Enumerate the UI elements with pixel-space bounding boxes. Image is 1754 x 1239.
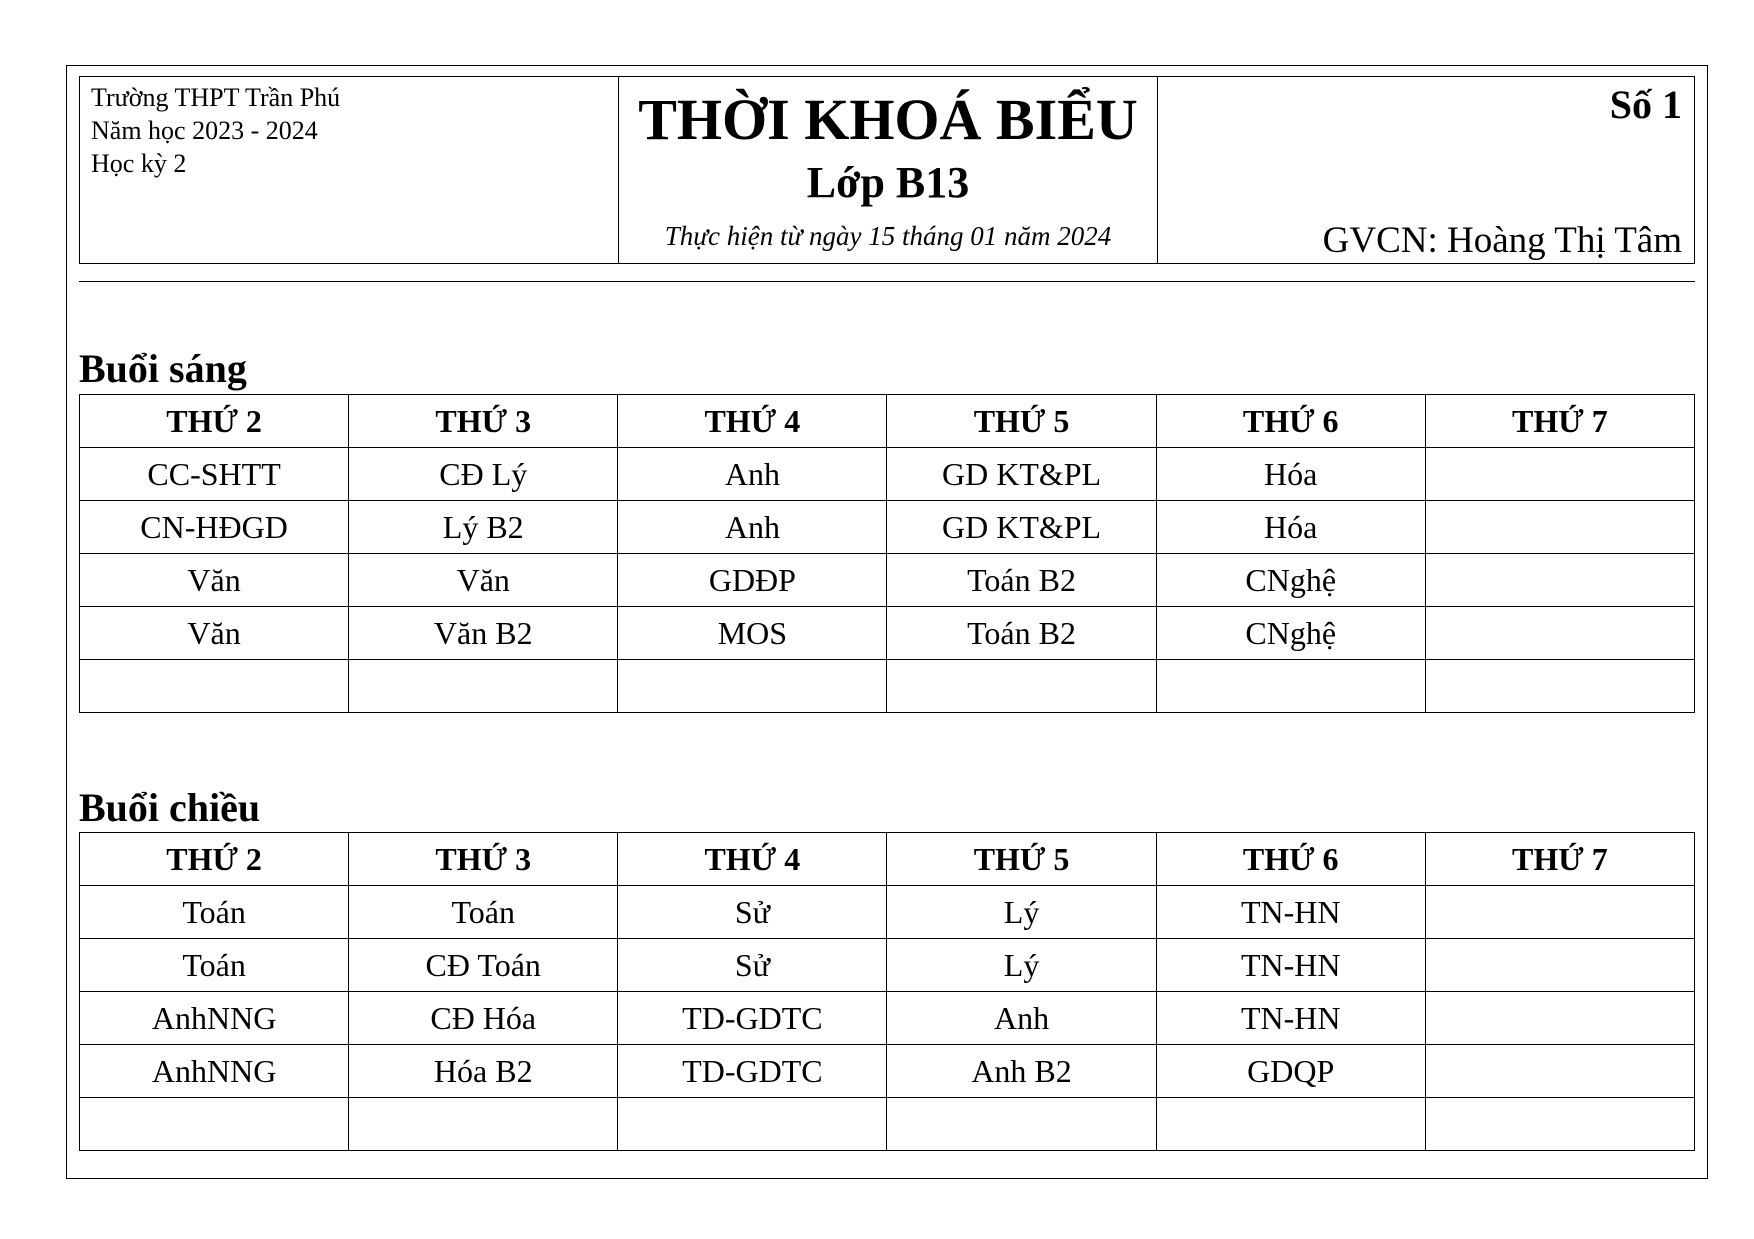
- afternoon-session-title: Buổi chiều: [79, 785, 261, 830]
- subject-cell: [618, 660, 887, 713]
- table-row: [80, 886, 1695, 939]
- subject-cell: [1425, 448, 1694, 501]
- table-row: [80, 660, 1695, 713]
- subject-cell: Sử: [618, 939, 887, 992]
- subject-cell: CNghệ: [1156, 554, 1425, 607]
- number-block: [1158, 77, 1694, 263]
- subject-cell: [1425, 886, 1694, 939]
- subject-cell: Lý B2: [349, 501, 618, 554]
- subject-cell: Toán B2: [887, 554, 1156, 607]
- day-header: THỨ 6: [1156, 395, 1425, 448]
- school-year: Năm học 2023 - 2024: [91, 116, 318, 145]
- subject-cell: [1425, 939, 1694, 992]
- subject-cell: TD-GDTC: [618, 1045, 887, 1098]
- table-row: [80, 1098, 1695, 1151]
- subject-cell: CN-HĐGD: [80, 501, 349, 554]
- subject-cell: TN-HN: [1156, 992, 1425, 1045]
- subject-cell: [618, 1098, 887, 1151]
- subject-cell: [349, 660, 618, 713]
- subject-cell: [1425, 554, 1694, 607]
- subject-cell: [1425, 660, 1694, 713]
- day-header: THỨ 2: [80, 833, 349, 886]
- subject-cell: Lý: [887, 886, 1156, 939]
- day-header: THỨ 4: [618, 833, 887, 886]
- subject-cell: AnhNNG: [80, 1045, 349, 1098]
- subject-cell: Văn: [349, 554, 618, 607]
- subject-cell: [1425, 1098, 1694, 1151]
- school-info: [80, 77, 619, 263]
- table-row: [80, 554, 1695, 607]
- effective-date: Thực hiện từ ngày 15 tháng 01 năm 2024: [664, 221, 1112, 251]
- subject-cell: Toán: [349, 886, 618, 939]
- subject-cell: Anh B2: [887, 1045, 1156, 1098]
- subject-cell: CĐ Lý: [349, 448, 618, 501]
- day-header: THỨ 7: [1425, 833, 1694, 886]
- subject-cell: [1425, 1045, 1694, 1098]
- subject-cell: AnhNNG: [80, 992, 349, 1045]
- document-title: THỜI KHOÁ BIỂU: [638, 87, 1138, 152]
- title-block: [619, 77, 1158, 263]
- day-header: THỨ 3: [349, 395, 618, 448]
- morning-schedule-table: [79, 394, 1695, 713]
- subject-cell: Văn: [80, 607, 349, 660]
- subject-cell: GDQP: [1156, 1045, 1425, 1098]
- subject-cell: Hóa: [1156, 448, 1425, 501]
- subject-cell: GDĐP: [618, 554, 887, 607]
- subject-cell: CC-SHTT: [80, 448, 349, 501]
- day-header: THỨ 3: [349, 833, 618, 886]
- subject-cell: [80, 660, 349, 713]
- table-row: [80, 448, 1695, 501]
- subject-cell: Hóa: [1156, 501, 1425, 554]
- table-row: [80, 1045, 1695, 1098]
- morning-session-title: Buổi sáng: [79, 346, 247, 391]
- day-header: THỨ 7: [1425, 395, 1694, 448]
- semester: Học kỳ 2: [91, 149, 187, 178]
- afternoon-schedule-table: [79, 832, 1695, 1151]
- subject-cell: [887, 660, 1156, 713]
- table-row: [80, 501, 1695, 554]
- day-header: THỨ 5: [887, 395, 1156, 448]
- table-row: [80, 607, 1695, 660]
- subject-cell: [349, 1098, 618, 1151]
- subject-cell: Anh: [618, 448, 887, 501]
- subject-cell: [1425, 501, 1694, 554]
- day-header: THỨ 4: [618, 395, 887, 448]
- table-header-row: [80, 395, 1695, 448]
- subject-cell: MOS: [618, 607, 887, 660]
- subject-cell: [80, 1098, 349, 1151]
- subject-cell: TN-HN: [1156, 886, 1425, 939]
- class-name: Lớp B13: [806, 158, 970, 207]
- subject-cell: Toán: [80, 886, 349, 939]
- subject-cell: [1156, 660, 1425, 713]
- table-row: [80, 939, 1695, 992]
- subject-cell: Toán: [80, 939, 349, 992]
- document-header: [79, 76, 1695, 264]
- homeroom-teacher: GVCN: Hoàng Thị Tâm: [1322, 220, 1682, 261]
- subject-cell: [887, 1098, 1156, 1151]
- subject-cell: Anh: [887, 992, 1156, 1045]
- subject-cell: Lý: [887, 939, 1156, 992]
- subject-cell: Văn B2: [349, 607, 618, 660]
- subject-cell: Hóa B2: [349, 1045, 618, 1098]
- subject-cell: GD KT&PL: [887, 501, 1156, 554]
- subject-cell: TN-HN: [1156, 939, 1425, 992]
- subject-cell: [1425, 607, 1694, 660]
- subject-cell: [1425, 992, 1694, 1045]
- day-header: THỨ 6: [1156, 833, 1425, 886]
- subject-cell: CNghệ: [1156, 607, 1425, 660]
- day-header: THỨ 2: [80, 395, 349, 448]
- table-header-row: [80, 833, 1695, 886]
- document-number: Số 1: [1609, 82, 1682, 127]
- subject-cell: Toán B2: [887, 607, 1156, 660]
- table-row: [80, 992, 1695, 1045]
- subject-cell: CĐ Hóa: [349, 992, 618, 1045]
- subject-cell: Anh: [618, 501, 887, 554]
- day-header: THỨ 5: [887, 833, 1156, 886]
- school-name: Trường THPT Trần Phú: [91, 83, 341, 112]
- subject-cell: Văn: [80, 554, 349, 607]
- subject-cell: GD KT&PL: [887, 448, 1156, 501]
- header-divider: [79, 281, 1695, 282]
- subject-cell: TD-GDTC: [618, 992, 887, 1045]
- subject-cell: [1156, 1098, 1425, 1151]
- subject-cell: Sử: [618, 886, 887, 939]
- subject-cell: CĐ Toán: [349, 939, 618, 992]
